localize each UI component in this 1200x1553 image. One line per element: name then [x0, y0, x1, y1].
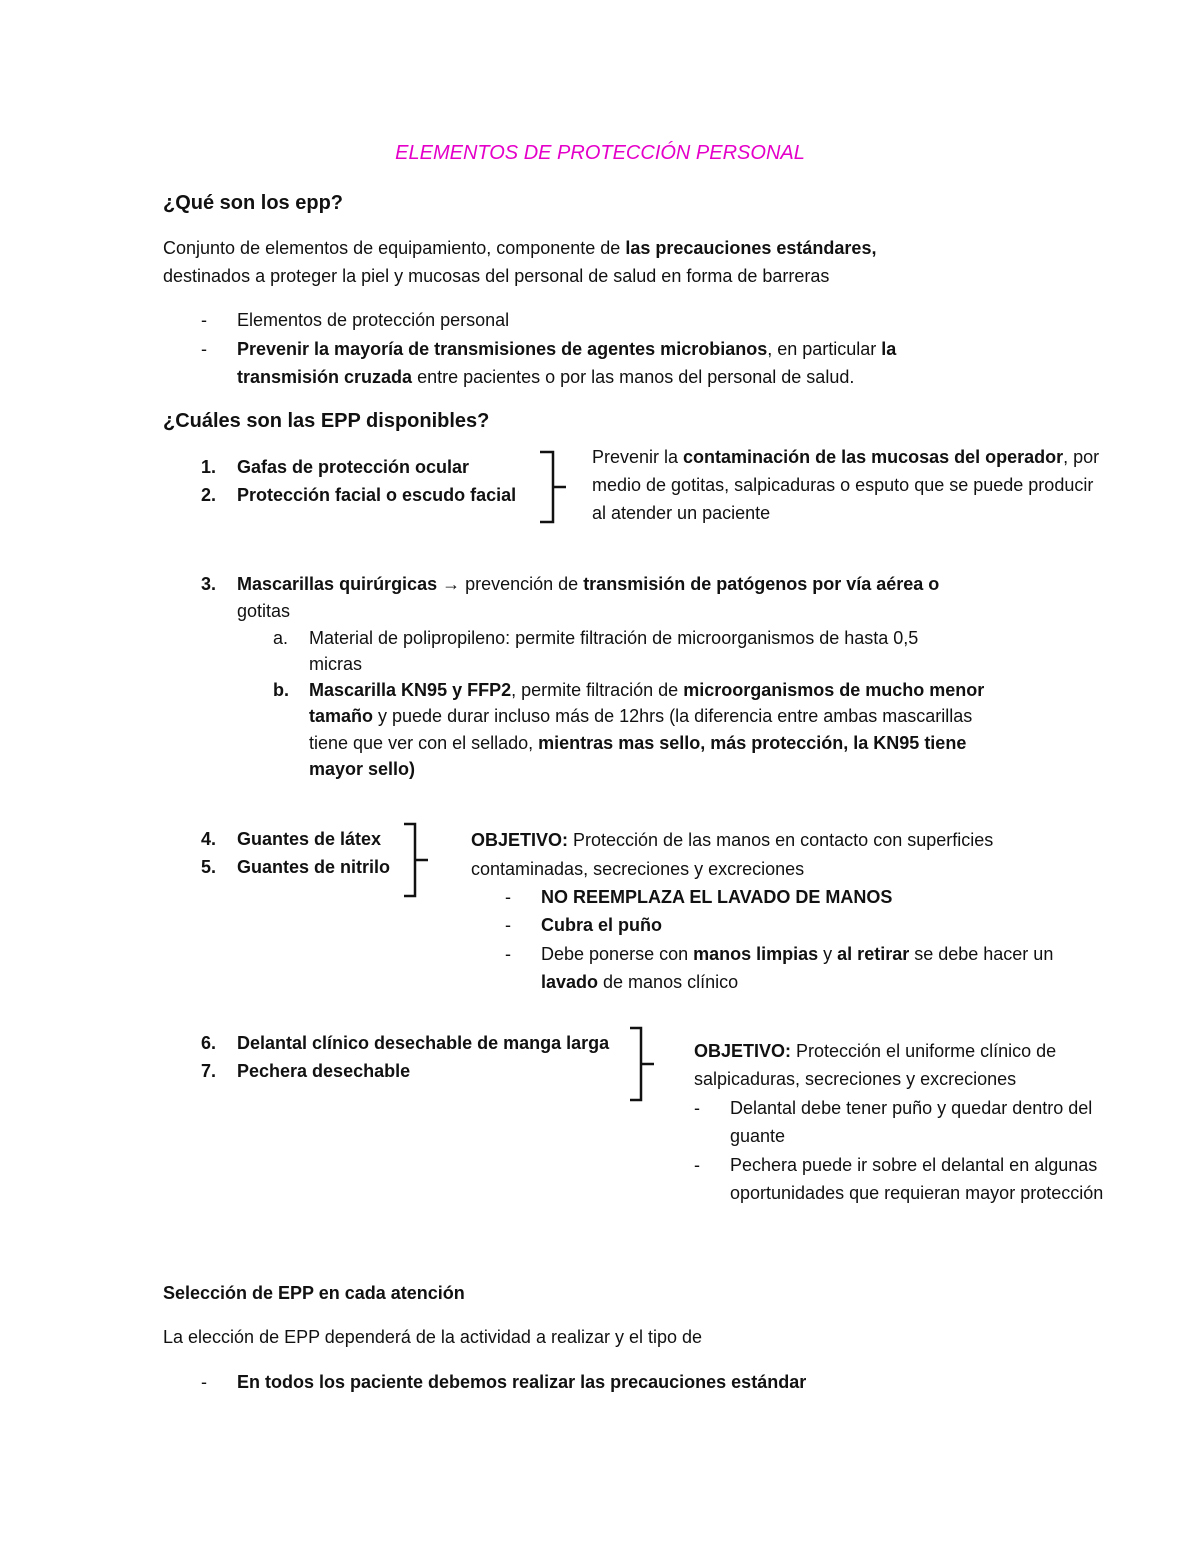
definition-bold: las precauciones estándares,: [625, 238, 877, 258]
epp-item-3-continuation: gotitas: [237, 601, 291, 621]
gloves-objective-line-1: [471, 826, 993, 854]
sub-item-text: y puede durar incluso más de 12hrs (la diferencia entre ambas mascarillas: [373, 706, 973, 726]
sub-item-a: [273, 624, 918, 652]
dash-bullet: -: [201, 339, 207, 359]
note-bold: contaminación de las mucosas del operador: [683, 447, 1064, 467]
epp-item-6: [201, 1029, 609, 1057]
bullet-bold: al retirar: [837, 944, 910, 964]
sub-item-a-continuation: micras: [309, 654, 362, 674]
gloves-objective-line-2: contaminadas, secreciones y excreciones: [471, 859, 805, 879]
sub-item-b: [273, 676, 984, 704]
list-item-bold: transmisión cruzada: [237, 367, 413, 387]
dash-bullet: -: [505, 915, 511, 935]
bullet-text: Delantal debe tener puño y quedar dentro del: [730, 1098, 1093, 1118]
sub-item-bold: tamaño: [309, 706, 374, 726]
page-title: ELEMENTOS DE PROTECCIÓN PERSONAL: [395, 142, 805, 164]
list-item-text: Elementos de protección personal: [237, 310, 510, 330]
bullet-text: se debe hacer un: [909, 944, 1054, 964]
list-item-text: entre pacientes o por las manos del personal de salud.: [412, 367, 855, 387]
right-brace-icon: [628, 1026, 658, 1102]
list-item-continuation: [237, 363, 854, 391]
list-item-bold: la: [881, 339, 897, 359]
apron-bullet-2: [694, 1151, 1097, 1179]
item-text: → prevención de: [437, 574, 584, 594]
objective-label: OBJETIVO:: [471, 830, 569, 850]
item-number: 1.: [201, 457, 217, 477]
question-heading-2: ¿Cuáles son las EPP disponibles?: [163, 410, 490, 432]
dash-bullet: -: [694, 1098, 700, 1118]
gloves-bullet-3-continuation: [541, 968, 738, 996]
bullet-text: de manos clínico: [598, 972, 739, 992]
item-label: Gafas de protección ocular: [237, 457, 470, 477]
bullet-text: y: [818, 944, 838, 964]
epp-item-4: [201, 825, 381, 853]
item-number: 7.: [201, 1061, 217, 1081]
dash-bullet: -: [201, 1372, 207, 1392]
item-number: 2.: [201, 485, 217, 505]
dash-bullet: -: [505, 944, 511, 964]
list-item-bold: En todos los paciente debemos realizar las precauciones estándar: [237, 1372, 807, 1392]
sub-item-bold: microorganismos de mucho menor: [683, 680, 985, 700]
apron-objective-line-1: [694, 1037, 1056, 1065]
definition-text: Conjunto de elementos de equipamiento, componente de: [163, 238, 626, 258]
objective-text: Protección de las manos en contacto con superficies: [568, 830, 994, 850]
selection-list-item: [201, 1368, 806, 1396]
definition-line-1: [163, 234, 876, 262]
sub-item-letter: b.: [273, 680, 289, 700]
sub-item-text: , permite filtración de: [511, 680, 684, 700]
gloves-bullet-1: [505, 883, 892, 911]
sub-item-bold: Mascarilla KN95 y FFP2: [309, 680, 512, 700]
item-label: Delantal clínico desechable de manga larga: [237, 1033, 610, 1053]
item-label: Pechera desechable: [237, 1061, 411, 1081]
definition-line-2: destinados a proteger la piel y mucosas del personal de salud en forma de barreras: [163, 266, 830, 286]
sub-item-b-line-2: [309, 702, 972, 730]
apron-bullet-2-continuation: oportunidades que requieran mayor protección: [730, 1183, 1104, 1203]
right-brace-icon: [538, 450, 570, 524]
list-item: [201, 306, 509, 334]
sub-item-text: tiene que ver con el sellado,: [309, 733, 539, 753]
gloves-bullet-2: [505, 911, 662, 939]
note-text: Prevenir la: [592, 447, 684, 467]
list-item: [201, 335, 896, 363]
selection-heading: Selección de EPP en cada atención: [163, 1283, 465, 1303]
selection-paragraph: La elección de EPP dependerá de la actividad a realizar y el tipo de: [163, 1327, 703, 1347]
bullet-text: Pechera puede ir sobre el delantal en algunas: [730, 1155, 1098, 1175]
note-text: , por: [1063, 447, 1100, 467]
epp-item-7: [201, 1057, 410, 1085]
question-heading-1: ¿Qué son los epp?: [163, 192, 344, 214]
right-brace-icon: [402, 822, 432, 898]
item-bold: transmisión de patógenos por vía aérea o: [583, 574, 940, 594]
dash-bullet: -: [201, 310, 207, 330]
apron-bullet-1-continuation: guante: [730, 1126, 786, 1146]
sub-item-bold: mientras mas sello, más protección, la KN95 tiene: [538, 733, 967, 753]
dash-bullet: -: [505, 887, 511, 907]
note-protection-line-3: al atender un paciente: [592, 503, 771, 523]
item-label: Guantes de látex: [237, 829, 382, 849]
objective-label: OBJETIVO:: [694, 1041, 792, 1061]
sub-item-letter: a.: [273, 628, 289, 648]
bullet-text: Debe ponerse con: [541, 944, 694, 964]
apron-bullet-1: [694, 1094, 1092, 1122]
epp-item-3: [201, 570, 939, 598]
item-label: Protección facial o escudo facial: [237, 485, 517, 505]
item-number: 5.: [201, 857, 217, 877]
note-protection-line-2: medio de gotitas, salpicaduras o esputo que se puede producir: [592, 475, 1094, 495]
note-protection-line-1: [592, 443, 1099, 471]
bullet-bold: manos limpias: [693, 944, 819, 964]
dash-bullet: -: [694, 1155, 700, 1175]
item-number: 4.: [201, 829, 217, 849]
epp-item-1: [201, 453, 469, 481]
sub-item-b-line-4: mayor sello): [309, 759, 416, 779]
sub-item-b-line-3: [309, 729, 966, 757]
gloves-bullet-3: [505, 940, 1053, 968]
list-item-text: , en particular: [767, 339, 882, 359]
bullet-bold: Cubra el puño: [541, 915, 662, 935]
epp-item-5: [201, 853, 390, 881]
item-number: 6.: [201, 1033, 217, 1053]
item-number: 3.: [201, 574, 217, 594]
item-label: Mascarillas quirúrgicas: [237, 574, 438, 594]
bullet-bold: lavado: [541, 972, 599, 992]
sub-item-text: Material de polipropileno: permite filtración de microorganismos de hasta 0,5: [309, 628, 919, 648]
epp-item-2: [201, 481, 516, 509]
objective-text: Protección el uniforme clínico de: [791, 1041, 1057, 1061]
item-label: Guantes de nitrilo: [237, 857, 391, 877]
apron-objective-line-2: salpicaduras, secreciones y excreciones: [694, 1069, 1017, 1089]
bullet-bold: NO REEMPLAZA EL LAVADO DE MANOS: [541, 887, 893, 907]
list-item-bold: Prevenir la mayoría de transmisiones de agentes microbianos: [237, 339, 768, 359]
